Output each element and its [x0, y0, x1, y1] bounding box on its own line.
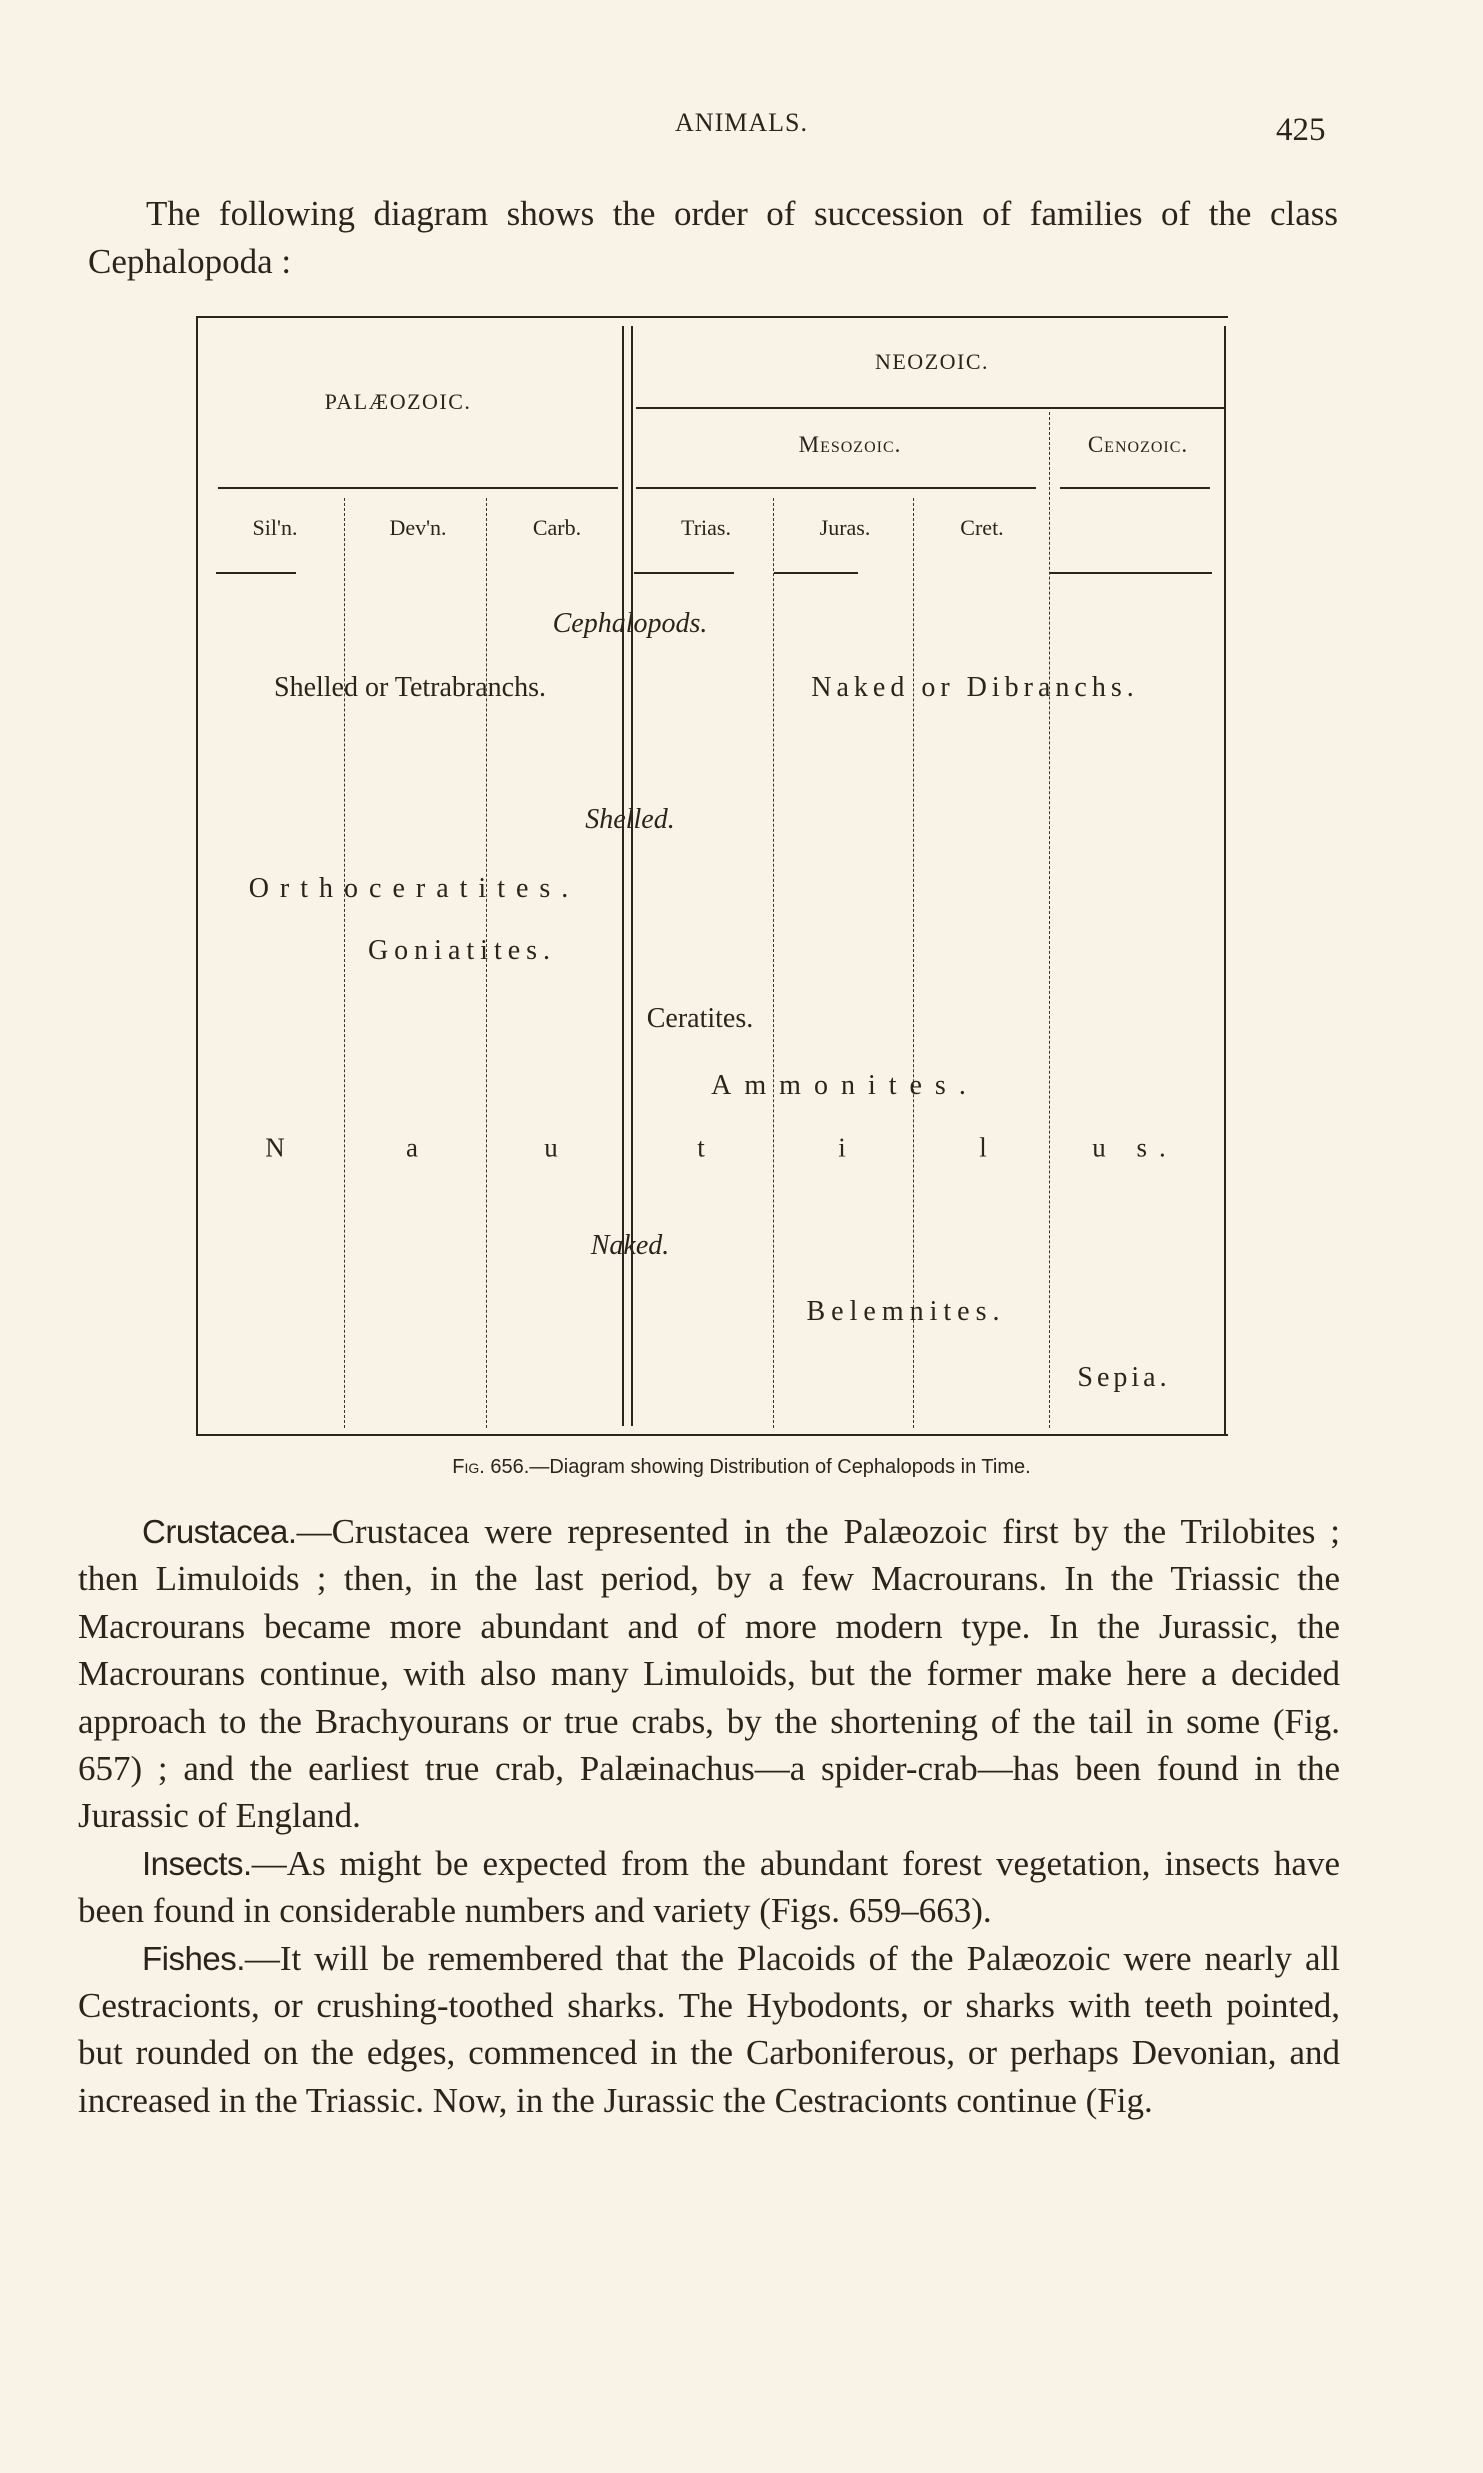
mesozoic-rule — [636, 487, 1036, 489]
section-head-insects: Insects. — [142, 1844, 252, 1882]
belemnites-label: Belemnites. — [806, 1296, 1006, 1327]
separator-triassic-jurassic — [773, 498, 774, 1428]
section-head-crustacea: Crustacea. — [142, 1513, 297, 1550]
nautilus-letter-a: a — [406, 1132, 418, 1163]
paleozoic-label: PALÆOZOIC. — [324, 389, 472, 414]
figure-caption-text: —Diagram showing Distribution of Cephalopods in Time. — [529, 1456, 1031, 1478]
mesozoic-label: Mesozoic. — [798, 432, 902, 457]
cenozoic-label: Cenozoic. — [1087, 432, 1189, 457]
ammonites-label: Ammonites. — [711, 1070, 979, 1101]
period-rule-4 — [1050, 572, 1212, 574]
period-triassic: Trias. — [681, 515, 731, 540]
neozoic-rule — [636, 407, 1226, 409]
ceratites-label: Ceratites. — [646, 1003, 754, 1034]
intro-paragraph: The following diagram shows the order of succession of families of the class Cephalopoda : — [88, 194, 1338, 281]
naked-dibranchs-label: Naked or Dibranchs. — [811, 672, 1139, 703]
period-rule-1 — [216, 572, 296, 574]
goniatites-label: Goniatites. — [367, 935, 557, 966]
period-jurassic: Juras. — [819, 515, 871, 540]
period-carboniferous: Carb. — [532, 515, 582, 540]
period-silurian: Sil'n. — [252, 515, 298, 540]
cenozoic-rule — [1060, 487, 1210, 489]
cephalopods-label: Cephalopods. — [552, 608, 708, 639]
diagram-right-border — [1224, 326, 1226, 1436]
body-text — [78, 1508, 1340, 2124]
separator-cretaceous-cenozoic — [1049, 412, 1050, 1428]
nautilus-letter-n: N — [265, 1132, 285, 1163]
paragraph-fishes — [78, 1935, 1340, 2125]
neozoic-label: NEOZOIC. — [874, 349, 990, 374]
nautilus-letter-t: t — [697, 1132, 705, 1163]
nautilus-letter-u: u — [544, 1132, 558, 1163]
separator-jurassic-cretaceous — [913, 498, 914, 1428]
paragraph-text: —It will be remembered that the Placoids of the Palæozoic were nearly all Cestracionts, or crushing-toothed sharks. The Hybodonts, or sharks with teeth pointed, but rounded on the edges, commenced in the Carboniferous, or perhaps Devonian, and increased in the Triassic. Now, in the Jurassic the Cestracionts continue (Fig. — [78, 1938, 1340, 2120]
shelled-tetrabranchs-label: Shelled or Tetrabranchs. — [274, 672, 546, 703]
orthoceratites-label: Orthoceratites. — [248, 873, 580, 904]
paragraph-text: —As might be expected from the abundant forest vegetation, insects have been found in considerable numbers and variety (Figs. 659–663). — [78, 1843, 1340, 1931]
period-cretaceous: Cret. — [960, 515, 1004, 540]
nautilus-letter-l: l — [979, 1132, 987, 1163]
sepia-label: Sepia. — [1077, 1362, 1171, 1393]
page-number: 425 — [1276, 112, 1326, 148]
section-head-fishes: Fishes. — [142, 1939, 245, 1977]
period-devonian: Dev'n. — [389, 515, 447, 540]
figure-caption — [0, 1456, 1483, 1479]
nautilus-letter-i: i — [838, 1132, 846, 1163]
separator-silurian-devonian — [344, 498, 345, 1428]
period-rule-3 — [774, 572, 858, 574]
naked-label: Naked. — [590, 1230, 670, 1261]
paleozoic-rule — [218, 487, 618, 489]
nautilus-letters-us: u s. — [1092, 1132, 1178, 1163]
paragraph-crustacea — [78, 1508, 1340, 1840]
figure-number: Fig. 656. — [452, 1456, 530, 1478]
period-rule-2 — [634, 572, 734, 574]
shelled-label: Shelled. — [585, 804, 675, 835]
paragraph-text: —Crustacea were represented in the Palæozoic first by the Trilobites ; then Limuloids ; then, in the last period, by a few Macrourans. In the Triassic the Macrourans became more abundant and of more modern type. In the Jurassic, the Macrourans continue, with also many Limuloids, but the former make here a decided approach to the Brachyourans or true crabs, by the shortening of the tail in some (Fig. 657) ; and the earliest true crab, Palæinachus—a spider-crab—has been found in the Jurassic of England. — [78, 1512, 1340, 1836]
running-head: ANIMALS. — [675, 108, 808, 137]
paragraph-insects — [78, 1840, 1340, 1935]
